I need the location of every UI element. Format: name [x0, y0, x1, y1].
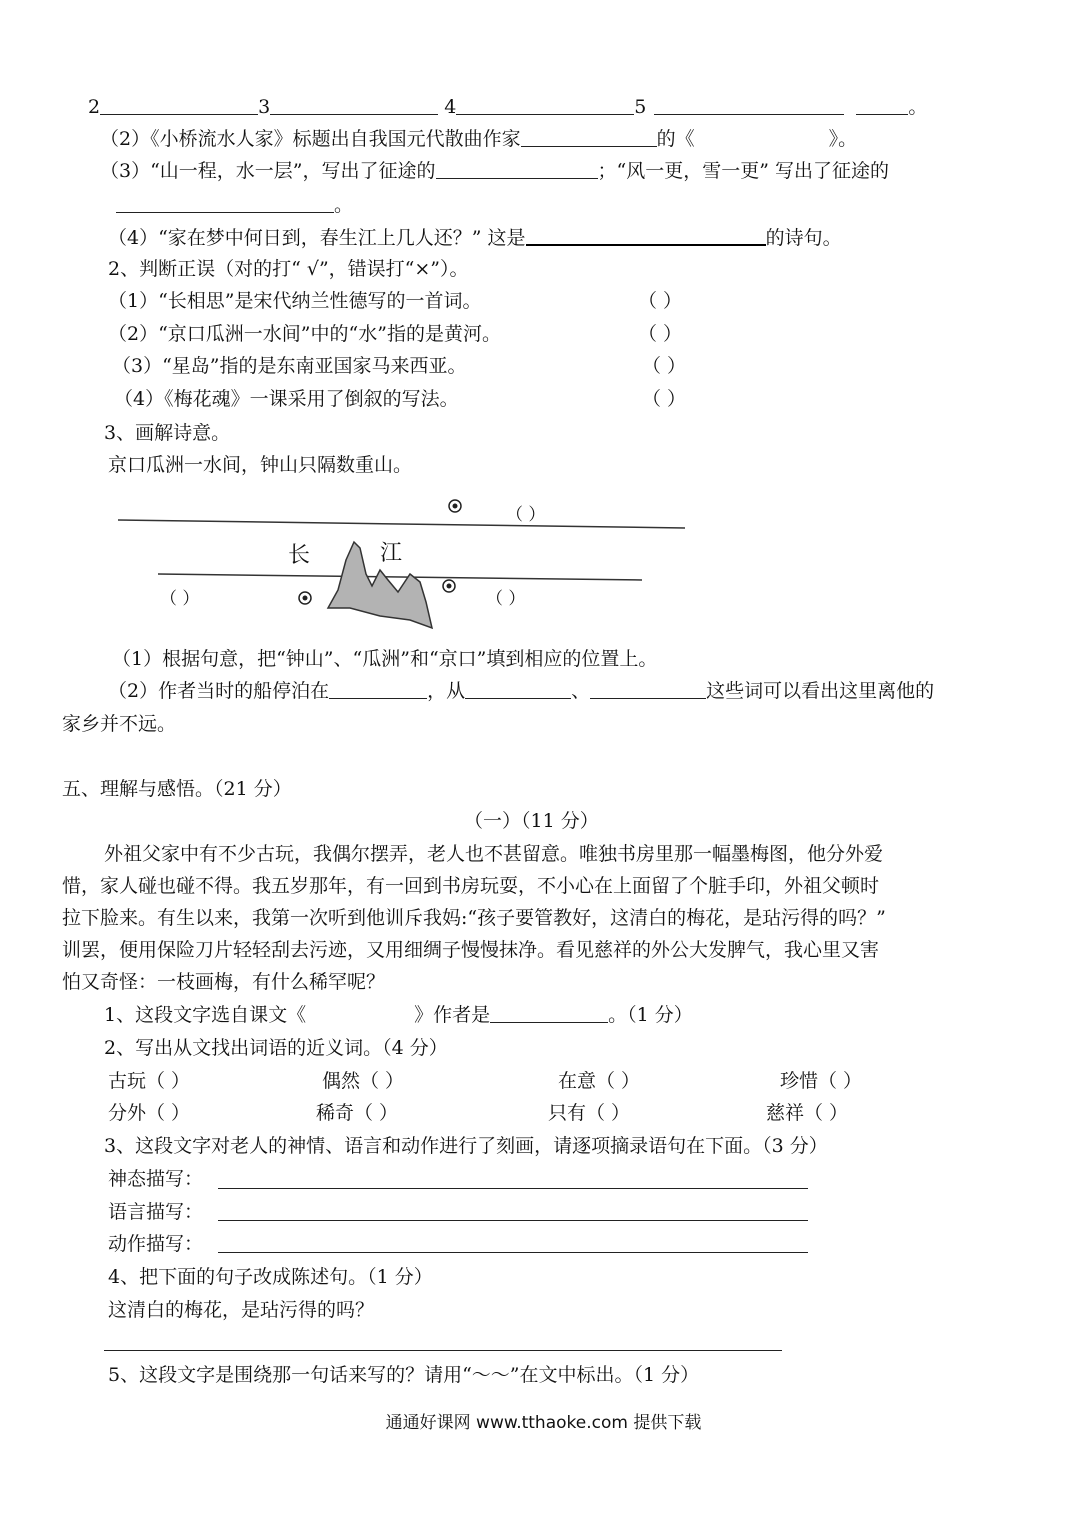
question-text: 》作者是 — [414, 1004, 491, 1026]
judge-paren-2[interactable]: （ ） — [638, 323, 683, 345]
passage-line-2: 惜，家人碰也碰不得。我五岁那年，有一回到书房玩耍，不小心在上面留了个脏手印，外祖父顿时 — [62, 875, 880, 897]
judge-item-text: （3）“星岛”指的是东南亚国家马来西亚。 — [112, 355, 467, 377]
synonym-item[interactable] — [780, 1068, 862, 1094]
answer-blank[interactable] — [329, 678, 427, 699]
judge-paren-4[interactable]: （ ） — [642, 388, 687, 410]
reading-q3-title: 3、这段文字对老人的神情、语言和动作进行了刻画，请逐项摘录语句在下面。（3 分） — [104, 1135, 828, 1157]
judge-item-text: （2）“京口瓜洲一水间”中的“水”指的是黄河。 — [108, 323, 501, 345]
answer-blank[interactable] — [856, 94, 908, 115]
question-text: 的诗句。 — [765, 227, 842, 249]
answer-blank[interactable] — [654, 94, 844, 115]
paren-left[interactable]: （ ） — [160, 589, 200, 609]
draw-title: 3、画解诗意。 — [104, 422, 231, 444]
question-2-3-continued — [116, 192, 353, 218]
synonym-paren[interactable]: （ ） — [146, 1070, 191, 1092]
draw-sub1: （1）根据句意，把“钟山”、“瓜洲”和“京口”填到相应的位置上。 — [112, 648, 658, 670]
judge-item-2 — [108, 321, 501, 347]
synonym-word: 偶然 — [322, 1070, 361, 1092]
reading-q1 — [104, 1002, 693, 1028]
expression-label: 神态描写： — [108, 1168, 204, 1190]
rewrite-answer-line[interactable] — [104, 1350, 782, 1351]
answer-blank[interactable] — [590, 678, 706, 699]
question-2-4 — [108, 224, 842, 251]
synonym-item[interactable] — [322, 1068, 404, 1094]
river-top-bank — [118, 520, 685, 528]
answer-blank[interactable] — [116, 192, 334, 213]
synonym-paren[interactable]: （ ） — [804, 1102, 849, 1124]
synonym-paren[interactable]: （ ） — [354, 1102, 399, 1124]
location-mark-left — [299, 592, 311, 604]
reading-q4-sentence: 这清白的梅花，是玷污得的吗？ — [108, 1299, 375, 1321]
synonym-item[interactable] — [558, 1068, 640, 1094]
synonym-paren[interactable]: （ ） — [818, 1070, 863, 1092]
river-diagram — [110, 490, 710, 640]
reading-q2-title: 2、写出从文找出词语的近义词。（4 分） — [104, 1037, 448, 1059]
judge-item-3 — [112, 353, 467, 379]
judge-item-1 — [108, 288, 482, 314]
synonym-word: 在意 — [558, 1070, 597, 1092]
judge-title: 2、判断正误（对的打“ √”，错误打“×”）。 — [108, 258, 469, 280]
location-mark-right — [443, 580, 455, 592]
synonym-word: 稀奇 — [316, 1102, 355, 1124]
synonym-paren[interactable]: （ ） — [596, 1070, 641, 1092]
river-label-right: 江 — [380, 541, 403, 566]
answer-blank[interactable] — [456, 94, 634, 115]
speech-label: 语言描写： — [108, 1201, 204, 1223]
judge-paren-1[interactable]: （ ） — [638, 290, 683, 312]
question-text: （2）作者当时的船停泊在 — [108, 680, 330, 702]
answer-blank[interactable] — [526, 224, 766, 246]
action-answer-line[interactable] — [218, 1252, 808, 1253]
passage-line-3: 拉下脸来。有生以来，我第一次听到他训斥我妈:“孩子要管教好，这清白的梅花，是玷污得的吗？” — [62, 907, 886, 929]
river-bottom-bank — [158, 574, 642, 580]
synonym-item[interactable] — [108, 1100, 190, 1126]
answer-blank[interactable] — [436, 158, 598, 179]
synonym-word: 古玩 — [108, 1070, 147, 1092]
synonym-word: 分外 — [108, 1102, 147, 1124]
number-2: 2 — [88, 96, 101, 118]
action-label: 动作描写： — [108, 1233, 204, 1255]
question-2-3 — [100, 158, 889, 184]
question-text: ，从 — [427, 680, 466, 702]
answer-blank[interactable] — [521, 126, 657, 147]
expression-answer-line[interactable] — [218, 1188, 808, 1189]
part-1-title: （一）（11 分） — [464, 810, 599, 832]
answer-blank[interactable] — [100, 94, 258, 115]
paren-right[interactable]: （ ） — [486, 589, 526, 609]
answer-blank[interactable] — [490, 1002, 608, 1023]
question-text: 这些词可以看出这里离他的 — [706, 680, 935, 702]
synonym-item[interactable] — [108, 1068, 190, 1094]
number-4: 4 — [444, 96, 457, 118]
paren-top[interactable]: （ ） — [506, 505, 546, 525]
footer-text: 通通好课网 www.tthaoke.com 提供下载 — [385, 1413, 702, 1433]
synonym-item[interactable] — [316, 1100, 398, 1126]
period: 。 — [334, 194, 354, 216]
synonym-word: 珍惜 — [780, 1070, 819, 1092]
reading-q4-title: 4、把下面的句子改成陈述句。（1 分） — [108, 1266, 433, 1288]
number-5: 5 — [634, 96, 647, 118]
synonym-word: 慈祥 — [766, 1102, 805, 1124]
question-text: 的《 — [656, 128, 695, 150]
judge-item-4 — [114, 386, 459, 412]
reading-q5-title: 5、这段文字是围绕那一句话来写的？请用“～～”在文中标出。（1 分） — [108, 1364, 700, 1386]
passage-line-1: 外祖父家中有不少古玩，我偶尔摆弄，老人也不甚留意。唯独书房里那一幅墨梅图，他分外爱 — [104, 843, 884, 865]
synonym-paren[interactable]: （ ） — [360, 1070, 405, 1092]
synonym-item[interactable] — [548, 1100, 630, 1126]
answer-blank[interactable] — [465, 678, 571, 699]
question-text: （4）“家在梦中何日到，春生江上几人还？” 这是 — [108, 227, 526, 249]
number-3: 3 — [258, 96, 271, 118]
question-text: 、 — [571, 680, 591, 702]
period: 。 — [908, 96, 928, 118]
answer-blank[interactable] — [270, 94, 438, 115]
synonym-word: 只有 — [548, 1102, 587, 1124]
river-label-left: 长 — [288, 543, 311, 568]
question-text: 1、这段文字选自课文《 — [104, 1004, 307, 1026]
location-mark-top — [449, 500, 461, 512]
draw-poem: 京口瓜洲一水间，钟山只隔数重山。 — [108, 454, 413, 476]
question-text: （3）“山一程，水一层”，写出了征途的 — [100, 160, 436, 182]
question-2-2 — [100, 126, 857, 152]
synonym-paren[interactable]: （ ） — [586, 1102, 631, 1124]
judge-item-text: （1）“长相思”是宋代纳兰性德写的一首词。 — [108, 290, 482, 312]
passage-line-4: 训罢，便用保险刀片轻轻刮去污迹，又用细绸子慢慢抹净。看见慈祥的外公大发脾气，我心里又害 — [62, 939, 880, 961]
question-text: 》。 — [828, 128, 858, 150]
passage-line-5: 怕又奇怪：一枝画梅，有什么稀罕呢？ — [62, 971, 386, 993]
judge-item-text: （4）《梅花魂》一课采用了倒叙的写法。 — [114, 388, 459, 410]
question-text: ；“风一更，雪一更” 写出了征途的 — [597, 160, 889, 182]
draw-sub2-continued: 家乡并不远。 — [62, 713, 177, 735]
question-text: 。（1 分） — [608, 1004, 693, 1026]
section-5-title: 五、理解与感悟。（21 分） — [62, 778, 292, 800]
synonym-item[interactable] — [766, 1100, 848, 1126]
fill-blank-row — [88, 94, 927, 120]
question-text: （2）《小桥流水人家》标题出自我国元代散曲作家 — [100, 128, 521, 150]
synonym-paren[interactable]: （ ） — [146, 1102, 191, 1124]
draw-sub2 — [108, 678, 934, 704]
judge-paren-3[interactable]: （ ） — [642, 355, 687, 377]
speech-answer-line[interactable] — [218, 1220, 808, 1221]
